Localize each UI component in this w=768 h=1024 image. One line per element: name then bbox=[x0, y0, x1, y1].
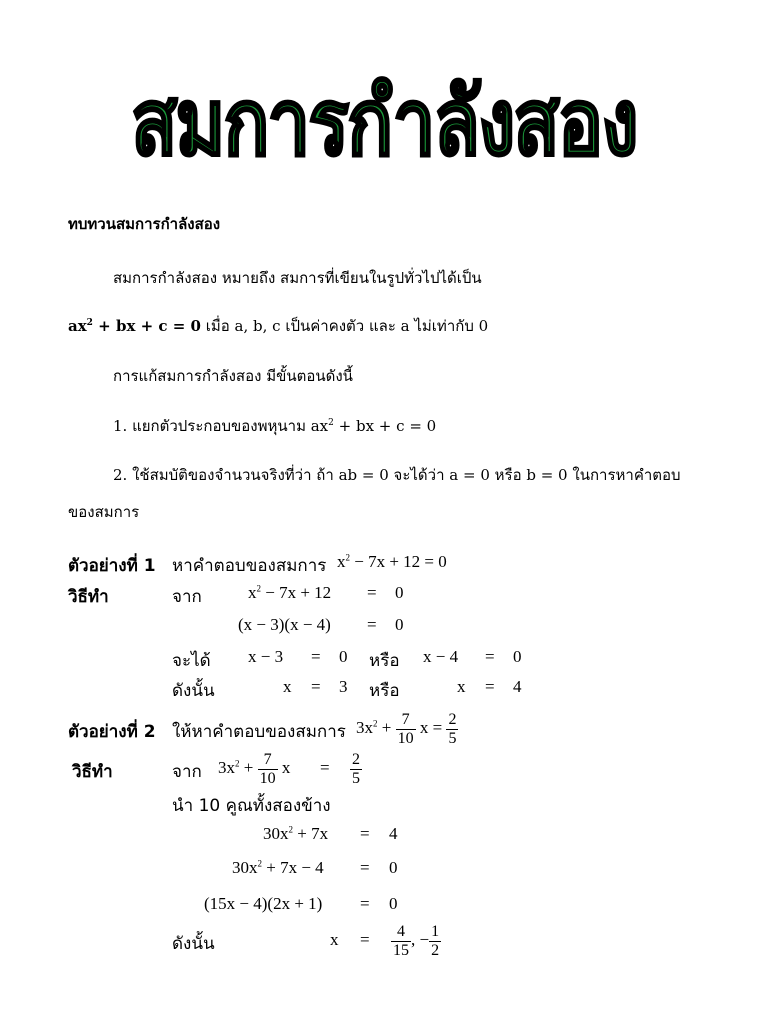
example-2-method-label: วิธีทำ bbox=[72, 762, 113, 782]
equals-sign: = bbox=[367, 583, 377, 602]
example-1-factor-2: x − 4 bbox=[423, 647, 459, 666]
equals-sign: = bbox=[485, 677, 495, 696]
example-1-line-1-rhs: 0 bbox=[395, 583, 404, 602]
example-1-equation: $x^2 - 7x + 12 = 0$ bbox=[337, 552, 447, 571]
example-2-from-rhs bbox=[350, 748, 362, 788]
example-2-line-3-rhs: 0 bbox=[389, 894, 398, 913]
definition-intro: สมการกำลังสอง หมายถึง สมการที่เขียนในรูปทั่วไปได้เป็น bbox=[113, 269, 482, 287]
example-2-x: x bbox=[330, 930, 339, 949]
example-2-multiply-text: นำ 10 คูณทั้งสองข้าง bbox=[172, 796, 331, 816]
example-1-answer-1: 3 bbox=[339, 677, 348, 696]
example-1-line-2-rhs: 0 bbox=[395, 615, 404, 634]
example-2-line-2-rhs: 0 bbox=[389, 858, 398, 877]
example-2-answer: $\frac{4}{15}$ , − $\frac{1}{2}$ bbox=[393, 922, 440, 959]
step-2-line-2: ของสมการ bbox=[68, 503, 140, 521]
general-form: $ax^2$ + bx + c = 0 bbox=[68, 317, 201, 335]
example-2-line-1-rhs: 4 bbox=[389, 824, 398, 843]
equals-sign: = bbox=[360, 858, 370, 877]
example-1-from-label: จาก bbox=[172, 587, 202, 607]
example-1-factor-2-rhs: 0 bbox=[513, 647, 522, 666]
equals-sign: = bbox=[367, 615, 377, 634]
equals-sign: = bbox=[311, 647, 321, 666]
fraction: $\frac{7}{10}$ bbox=[397, 710, 414, 747]
step-2-line-1: 2. ใช้สมบัติของจำนวนจริงที่ว่า ถ้า ab = 0 จะได้ว่า a = 0 หรือ b = 0 ในการหาคำตอบ bbox=[113, 466, 681, 484]
example-1-x: x bbox=[283, 677, 292, 696]
equals-sign: = bbox=[360, 824, 370, 843]
example-1-answer-2: 4 bbox=[513, 677, 522, 696]
step-1: 1. แยกตัวประกอบของพหุนาม $ax^2$ + bx + c = 0 bbox=[113, 417, 437, 435]
equals-sign: = bbox=[485, 647, 495, 666]
example-1-factor-1: x − 3 bbox=[248, 647, 284, 666]
example-1-or-label: หรือ bbox=[369, 651, 400, 671]
example-2-from-label: จาก bbox=[172, 762, 202, 782]
equals-sign: = bbox=[360, 930, 370, 949]
example-2-line-3-lhs: (15x − 4)(2x + 1) bbox=[204, 894, 323, 913]
example-2-prompt: ให้หาคำตอบของสมการ bbox=[172, 722, 346, 742]
example-2-line-2-lhs: $30x^2 + 7x - 4$ bbox=[232, 858, 324, 877]
fraction: $\frac{2}{5}$ bbox=[448, 710, 457, 747]
example-1-line-2-lhs: (x − 3)(x − 4) bbox=[238, 615, 331, 634]
example-1-x: x bbox=[457, 677, 466, 696]
example-1-line-1-lhs: $x^2 - 7x + 12$ bbox=[248, 583, 332, 602]
fraction: $\frac{1}{2}$ bbox=[431, 922, 440, 959]
example-2-from-lhs: $3x^2$ + $\frac{7}{10}$ x bbox=[218, 750, 291, 787]
equals-sign: = bbox=[320, 758, 330, 777]
example-1-prompt: หาคำตอบของสมการ bbox=[172, 556, 327, 576]
example-1-factor-1-rhs: 0 bbox=[339, 647, 348, 666]
example-2-label: ตัวอย่างที่ 2 bbox=[68, 722, 156, 742]
example-2-line-1-lhs: $30x^2 + 7x$ bbox=[263, 824, 329, 843]
general-form-line bbox=[68, 314, 488, 338]
equals-sign: = bbox=[360, 894, 370, 913]
fraction: $\frac{4}{15}$ bbox=[393, 922, 409, 959]
fraction: $\frac{7}{10}$ bbox=[259, 750, 276, 787]
fraction: $\frac{2}{5}$ bbox=[352, 750, 360, 787]
example-2-equation: $3x^2$ + $\frac{7}{10}$ x = $\frac{2}{5}$ bbox=[356, 710, 457, 747]
page-title: สมการกำลังสอง bbox=[131, 69, 637, 176]
example-1-therefore-label: ดังนั้น bbox=[172, 681, 215, 701]
review-heading: ทบทวนสมการกำลังสอง bbox=[68, 215, 221, 233]
example-1-or-label: หรือ bbox=[369, 681, 400, 701]
example-1-label: ตัวอย่างที่ 1 bbox=[68, 556, 156, 576]
example-1-method-label: วิธีทำ bbox=[68, 587, 109, 607]
equals-sign: = bbox=[311, 677, 321, 696]
definition-condition: เมื่อ a, b, c เป็นค่าคงตัว และ a ไม่เท่ากับ 0 bbox=[200, 317, 489, 335]
steps-heading: การแก้สมการกำลังสอง มีขั้นตอนดังนี้ bbox=[113, 367, 353, 385]
example-1-get-label: จะได้ bbox=[172, 651, 211, 671]
example-2-therefore-label: ดังนั้น bbox=[172, 934, 215, 954]
